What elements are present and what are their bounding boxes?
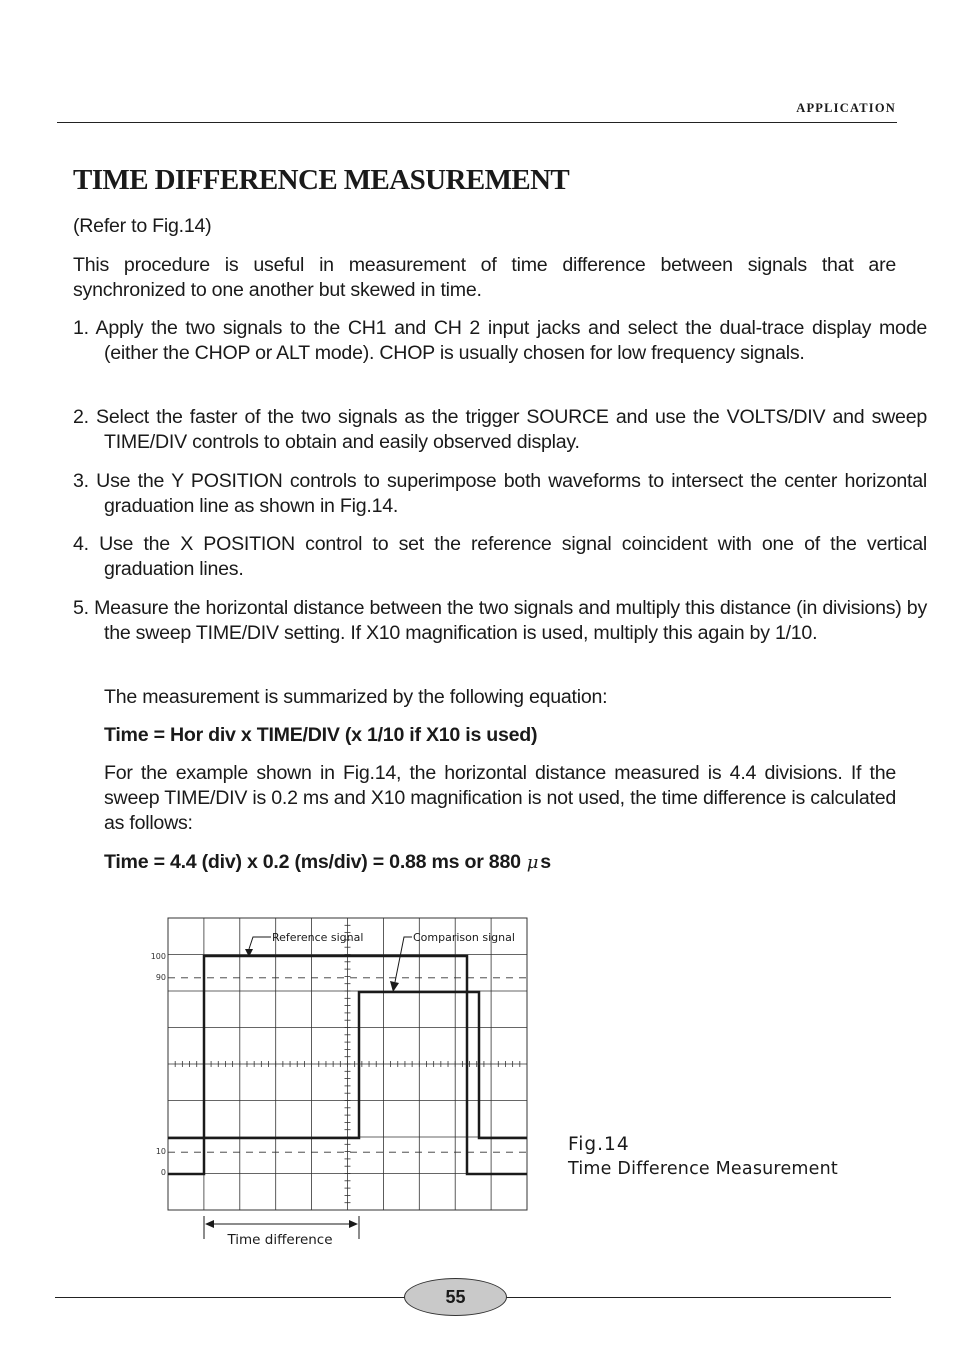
- step-2: 2. Select the faster of the two signals as the trigger SOURCE and use the VOLTS/DIV and sweep TIME/DIV controls to obtain and easily observed display.: [73, 406, 927, 453]
- figure-number: Fig.14: [568, 1134, 630, 1155]
- time-difference-arrow-left: [205, 1220, 214, 1228]
- step-1: 1. Apply the two signals to the CH1 and CH 2 input jacks and select the dual-trace display mode (either the CHOP or ALT mode). CHOP is usually chosen for low frequency signals.: [73, 317, 927, 364]
- result-unit: s: [540, 851, 551, 873]
- mu-symbol: μ: [526, 852, 539, 873]
- section-header: APPLICATION: [796, 101, 896, 115]
- step-4: 4. Use the X POSITION control to set the reference signal coincident with one of the vertical graduation lines.: [73, 533, 927, 580]
- y-label-0: 0: [160, 1168, 166, 1177]
- time-difference-arrow-right: [349, 1220, 358, 1228]
- intro-paragraph: This procedure is useful in measurement of time difference between signals that are synchronized to one another but skewed in time.: [73, 254, 896, 301]
- graticule: [168, 918, 527, 1210]
- step-3: 3. Use the Y POSITION controls to superimpose both waveforms to intersect the center horizontal graduation line as shown in Fig.14.: [73, 470, 927, 517]
- comparison-leader-line: [395, 937, 412, 982]
- refer-note: (Refer to Fig.14): [73, 215, 212, 237]
- example-paragraph: For the example shown in Fig.14, the horizontal distance measured is 4.4 divisions. If the sweep TIME/DIV is 0.2 ms and X10 magnification is not used, the time difference is calculated as follows:: [104, 762, 896, 834]
- reference-signal-label: Reference signal: [272, 931, 364, 944]
- step-5: 5. Measure the horizontal distance between the two signals and multiply this distance (in divisions) by the sweep TIME/DIV setting. If X10 magnification is used, multiply this again by 1/10.: [73, 597, 927, 644]
- figure-caption: [568, 1134, 838, 1179]
- comparison-signal-label: Comparison signal: [413, 931, 515, 944]
- y-label-10: 10: [155, 1147, 166, 1156]
- summary-intro: The measurement is summarized by the following equation:: [104, 686, 608, 708]
- time-difference-figure: [148, 912, 538, 1252]
- equation: Time = Hor div x TIME/DIV (x 1/10 if X10 is used): [104, 724, 538, 746]
- result-main: Time = 4.4 (div) x 0.2 (ms/div) = 0.88 ms or 880: [104, 851, 521, 873]
- comparison-arrowhead: [390, 981, 399, 992]
- reference-leader-line: [249, 937, 271, 949]
- page-title: TIME DIFFERENCE MEASUREMENT: [73, 164, 570, 196]
- time-difference-label: Time difference: [227, 1232, 333, 1248]
- page-number: 55: [404, 1278, 507, 1316]
- y-label-90: 90: [155, 973, 166, 982]
- header-divider: [57, 122, 897, 123]
- y-label-100: 100: [150, 952, 166, 961]
- figure-title: Time Difference Measurement: [568, 1159, 838, 1179]
- result-equation: [104, 850, 896, 875]
